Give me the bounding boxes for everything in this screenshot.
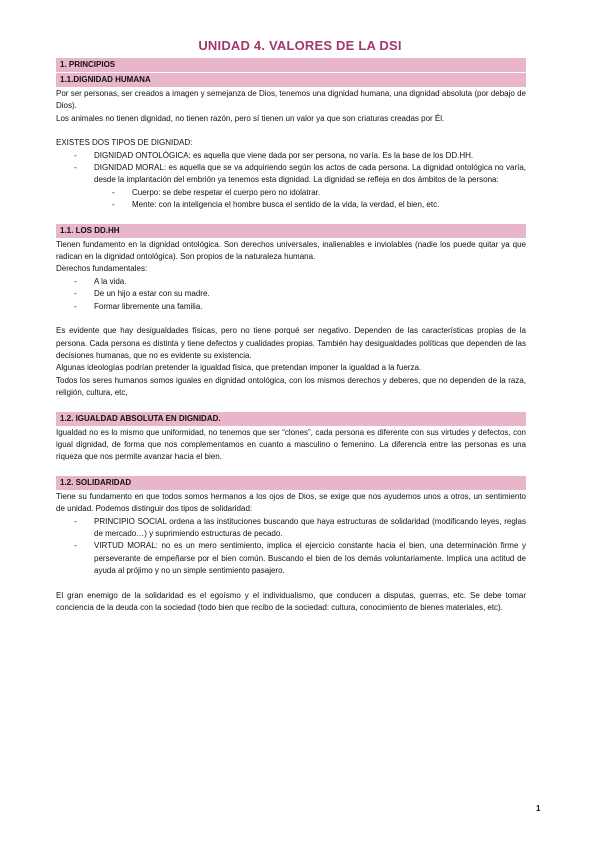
paragraph: Los animales no tienen dignidad, no tienen razón, pero sí tienen un valor ya que son criaturas creadas por Él. [56, 113, 445, 123]
paragraph: Derechos fundamentales: [56, 264, 148, 274]
document-title: UNIDAD 4. VALORES DE LA DSI [198, 38, 402, 53]
section-heading-ddhh: 1.1. LOS DD.HH [56, 224, 526, 238]
section-heading-dignidad: 1.1.DIGNIDAD HUMANA [56, 73, 526, 87]
list-item: - DIGNIDAD MORAL: es aquella que se va adquiriendo según los actos de cada persona. La dignidad ontológica no varía, desde la implantación del embrión ya tenemos esta dignidad. La dignidad se refleja en dos ámbitos de la persona: [56, 162, 526, 187]
paragraph: Algunas ideologías podrían pretender la igualdad física, que pretendan imponer la igualdad a la fuerza. [56, 363, 422, 373]
paragraph: El gran enemigo de la solidaridad es el egoísmo y el individualismo, que conducen a disputas, guerras, etc. Se debe tomar conciencia de la deuda con la sociedad (todo bien que recibo de la sociedad: cultura, conocimiento de bienes materiales, etc). [56, 590, 526, 612]
paragraph: Por ser personas, ser creados a imagen y semejanza de Dios, tenemos una dignidad humana, una dignidad absoluta (por debajo de Dios). [56, 89, 526, 111]
list-item: - DIGNIDAD ONTOLÓGICA: es aquella que viene dada por ser persona, no varía. Es la base de los DD.HH. [56, 150, 526, 162]
list-item: - PRINCIPIO SOCIAL ordena a las instituciones buscando que haya estructuras de solidaridad (modificando leyes, reglas de mercado…) y suprimiendo estructuras de pecado. [56, 516, 526, 541]
subheading-tipos: EXISTES DOS TIPOS DE DIGNIDAD: [56, 138, 193, 148]
paragraph: Igualdad no es lo mismo que uniformidad, no tenemos que ser “clones”, cada persona es diferente con sus virtudes y defectos, con igual dignidad, de forma que nos complementamos en cuanto a masculino o femenino. La diferencia entre las personas es una riqueza que nos permite avanzar hacia el bien. [56, 427, 526, 462]
list-item: - VIRTUD MORAL: no es un mero sentimiento, implica el ejercicio constante hacia el bien, una determinación firme y perseverante de empeñarse por el bien común. Buscando el bien de los demás voluntariamente. Implica una actitud de ayuda al prójimo y no un simple sentimiento pasajero. [56, 540, 526, 577]
paragraph: Es evidente que hay desigualdades físicas, pero no tiene porqué ser negativo. Dependen de las características propias de la persona. Cada persona es distinta y tiene defectos y cualidades propias. También hay desigualdades políticas que dependen de las decisiones humanas, que no es evidente su existencia. [56, 326, 526, 360]
list-item: - De un hijo a estar con su madre. [56, 288, 526, 300]
section-heading-principios: 1. PRINCIPIOS [56, 58, 526, 72]
paragraph: Tienen fundamento en la dignidad ontológica. Son derechos universales, inalienables e inviolables (nadie los puede quitar ya que radican en la dignidad ontológica). Son propios de la naturaleza humana. [56, 239, 526, 262]
section-heading-solidaridad: 1.2. SOLIDARIDAD [56, 476, 526, 490]
section-heading-igualdad: 1.2. IGUALDAD ABSOLUTA EN DIGNIDAD. [56, 412, 526, 426]
list-item: - Cuerpo: se debe respetar el cuerpo pero no idolatrar. [56, 187, 526, 199]
page-number: 1 [536, 804, 541, 813]
list-item: - Formar libremente una familia. [56, 301, 526, 313]
paragraph: Todos los seres humanos somos iguales en dignidad ontológica, con los mismos derechos y deberes, que no dependen de la raza, religión, cultura, etc, [56, 375, 526, 398]
paragraph: Tiene su fundamento en que todos somos hermanos a los ojos de Dios, se exige que nos ayudemos unos a otros, un sentimiento de unidad. Podemos distinguir dos tipos de solidaridad: [56, 491, 526, 514]
list-derechos [56, 276, 526, 313]
list-ambitos [56, 187, 526, 212]
document-body [56, 58, 526, 614]
list-solidaridad [56, 516, 526, 578]
list-item: - A la vida. [56, 276, 526, 288]
list-tipos [56, 150, 526, 187]
list-item: - Mente: con la inteligencia el hombre busca el sentido de la vida, la verdad, el bien, etc. [56, 199, 526, 211]
